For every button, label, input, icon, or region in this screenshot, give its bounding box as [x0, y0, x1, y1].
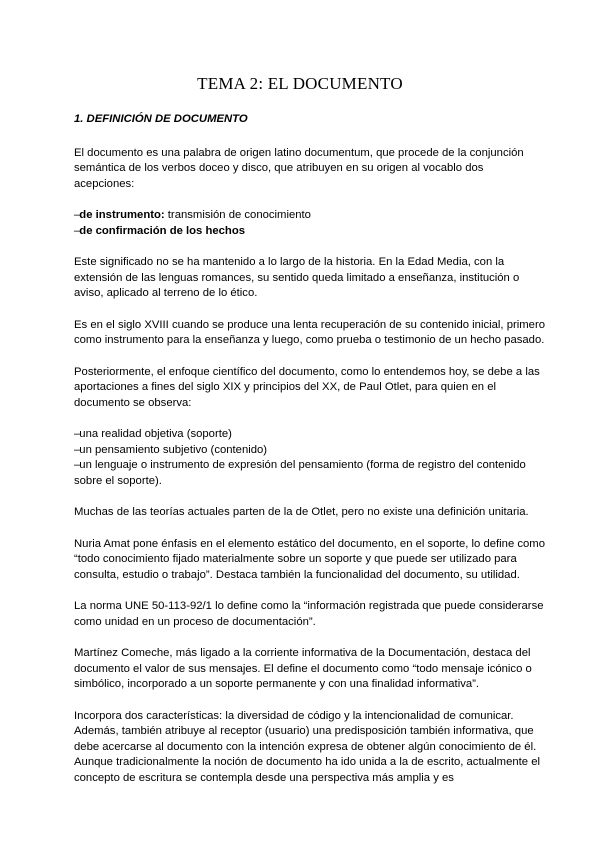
paragraph-characteristics: Incorpora dos características: la diversidad de código y la intencionalidad de comunicar. Además, también atribuye al receptor (usuario) una predisposición también informativa, que debe acercarse al documento con la intención expresa de obtener algún conocimiento de él. Aunque tradicionalmente la noción de documento ha ido unida a la de escrito, actualmente el concepto de escritura se contempla desde una perspectiva más amplia y es — [74, 709, 540, 784]
list-item-text: un lenguaje o instrumento de expresión del pensamiento (forma de registro del contenido sobre el soporte). — [74, 459, 526, 487]
list-item-bold: de confirmación de los hechos — [79, 224, 246, 237]
list-item-text: una realidad objetiva (soporte) — [79, 428, 232, 440]
paragraph-theories: Muchas de las teorías actuales parten de la de Otlet, pero no existe una definición unitaria. — [74, 506, 529, 518]
paragraph-une: La norma UNE 50-113-92/1 lo define como la “información registrada que puede considerarse como unidad en un proceso de documentación”. — [74, 600, 544, 628]
acepciones-list — [74, 208, 546, 239]
document-body — [74, 112, 546, 802]
paragraph-amat: Nuria Amat pone énfasis en el elemento estático del documento, en el soporte, lo define como “todo conocimiento fijado materialmente sobre un soporte y que puede ser utilizado para consulta, estudio o trabajo”. Destaca también la funcionalidad del documento, su utilidad. — [74, 537, 545, 581]
list-item-text: un pensamiento subjetivo (contenido) — [79, 443, 268, 456]
list-item: –de instrumento: transmisión de conocimiento — [74, 209, 311, 221]
paragraph-history: Este significado no se ha mantenido a lo largo de la historia. En la Edad Media, con la extensión de las lenguas romances, su sentido queda limitado a enseñanza, institución o aviso, aplicado al terreno de lo ético. — [74, 256, 520, 299]
list-item: –de confirmación de los hechos — [74, 224, 246, 237]
list-item: –una realidad objetiva (soporte) — [74, 428, 232, 440]
list-item-text: transmisión de conocimiento — [164, 209, 311, 221]
list-item-bold: de instrumento: — [79, 209, 165, 221]
list-item: –un pensamiento subjetivo (contenido) — [74, 443, 268, 456]
section-heading: 1. DEFINICIÓN DE DOCUMENTO — [74, 113, 248, 125]
list-item: –un lenguaje o instrumento de expresión del pensamiento (forma de registro del contenido sobre el soporte). — [74, 459, 526, 487]
paragraph-otlet: Posteriormente, el enfoque científico del documento, como lo entendemos hoy, se debe a las aportaciones a fines del siglo XIX y principios del XX, de Paul Otlet, para quien en el documento se observa: — [74, 365, 540, 409]
paragraph-comeche: Martínez Comeche, más ligado a la corriente informativa de la Documentación, destaca del documento el valor de sus mensajes. El define el documento como “todo mensaje icónico o simbólico, incorporado a un soporte permanente y con una finalidad informativa”. — [74, 647, 532, 690]
otlet-list — [74, 427, 546, 489]
page-title: TEMA 2: EL DOCUMENTO — [197, 74, 403, 93]
paragraph-origin: El documento es una palabra de origen latino documentum, que procede de la conjunción semántica de los verbos doceo y disco, que atribuyen en su origen al vocablo dos acepciones: — [74, 146, 524, 190]
paragraph-xviii: Es en el siglo XVIII cuando se produce una lenta recuperación de su contenido inicial, primero como instrumento para la enseñanza y luego, como prueba o testimonio de un hecho pasado. — [74, 318, 545, 346]
